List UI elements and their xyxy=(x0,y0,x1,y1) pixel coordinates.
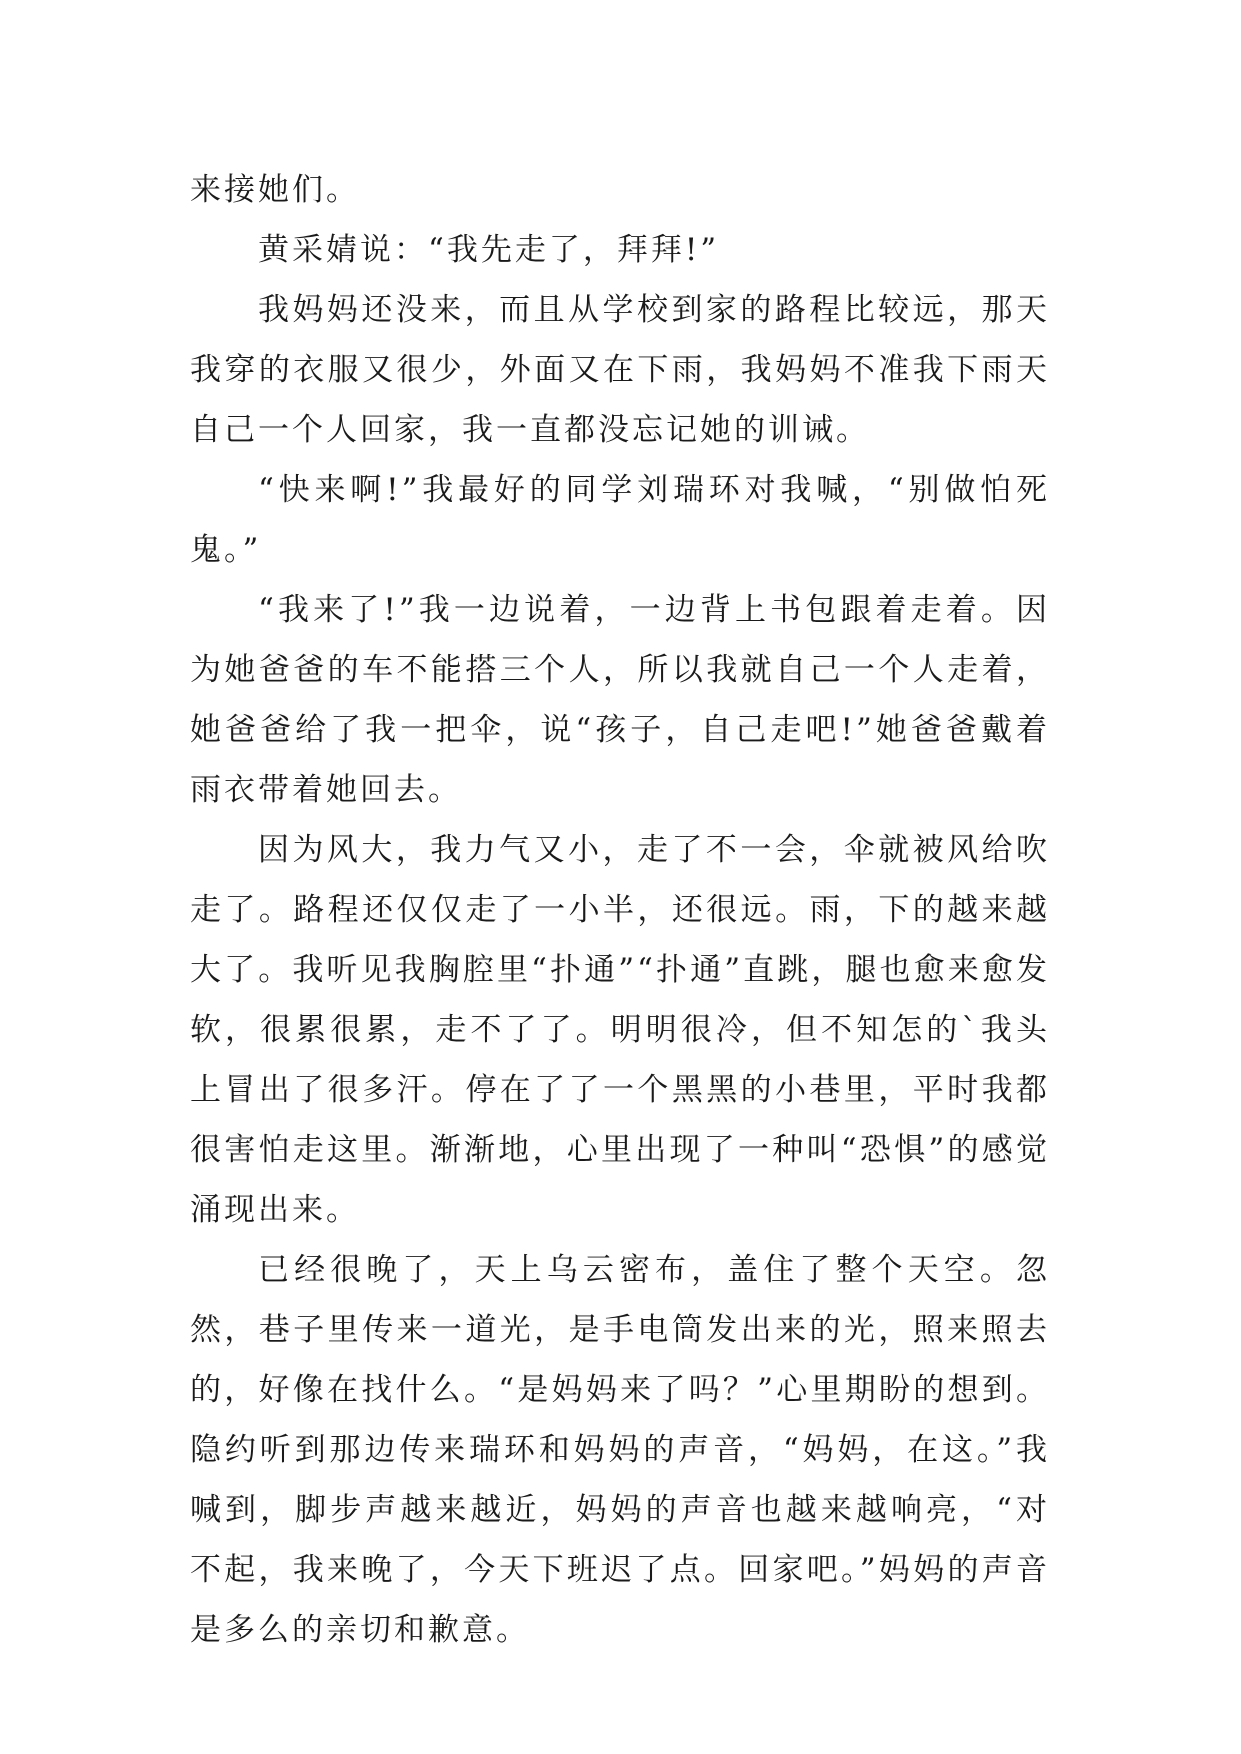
paragraph: 已经很晚了，天上乌云密布，盖住了整个天空。忽然，巷子里传来一道光，是手电筒发出来的光，照来照去的，好像在找什么。“是妈妈来了吗？”心里期盼的想到。隐约听到那边传来瑞环和妈妈的声音，“妈妈，在这。”我喊到，脚步声越来越近，妈妈的声音也越来越响亮，“对不起，我来晚了，今天下班迟了点。回家吧。”妈妈的声音是多么的亲切和歉意。 xyxy=(190,1252,1050,1648)
paragraph: “快来啊!”我最好的同学刘瑞环对我喊，“别做怕死鬼。” xyxy=(190,472,1050,568)
paragraph: 我妈妈还没来，而且从学校到家的路程比较远，那天我穿的衣服又很少，外面又在下雨，我妈妈不准我下雨天自己一个人回家，我一直都没忘记她的训诫。 xyxy=(190,292,1050,448)
paragraph: 因为风大，我力气又小，走了不一会，伞就被风给吹走了。路程还仅仅走了一小半，还很远。雨，下的越来越大了。我听见我胸腔里“扑通”“扑通”直跳，腿也愈来愈发软，很累很累，走不了了。明明很冷，但不知怎的`我头上冒出了很多汗。停在了了一个黑黑的小巷里，平时我都很害怕走这里。渐渐地，心里出现了一种叫“恐惧”的感觉涌现出来。 xyxy=(190,832,1050,1228)
paragraph: 黄采婧说：“我先走了，拜拜!” xyxy=(258,232,720,268)
paragraph: “我来了!”我一边说着，一边背上书包跟着走着。因为她爸爸的车不能搭三个人，所以我就自己一个人走着，她爸爸给了我一把伞，说“孩子，自己走吧!”她爸爸戴着雨衣带着她回去。 xyxy=(190,592,1050,808)
paragraph: 来接她们。 xyxy=(190,172,360,208)
document-body xyxy=(190,160,1050,1660)
